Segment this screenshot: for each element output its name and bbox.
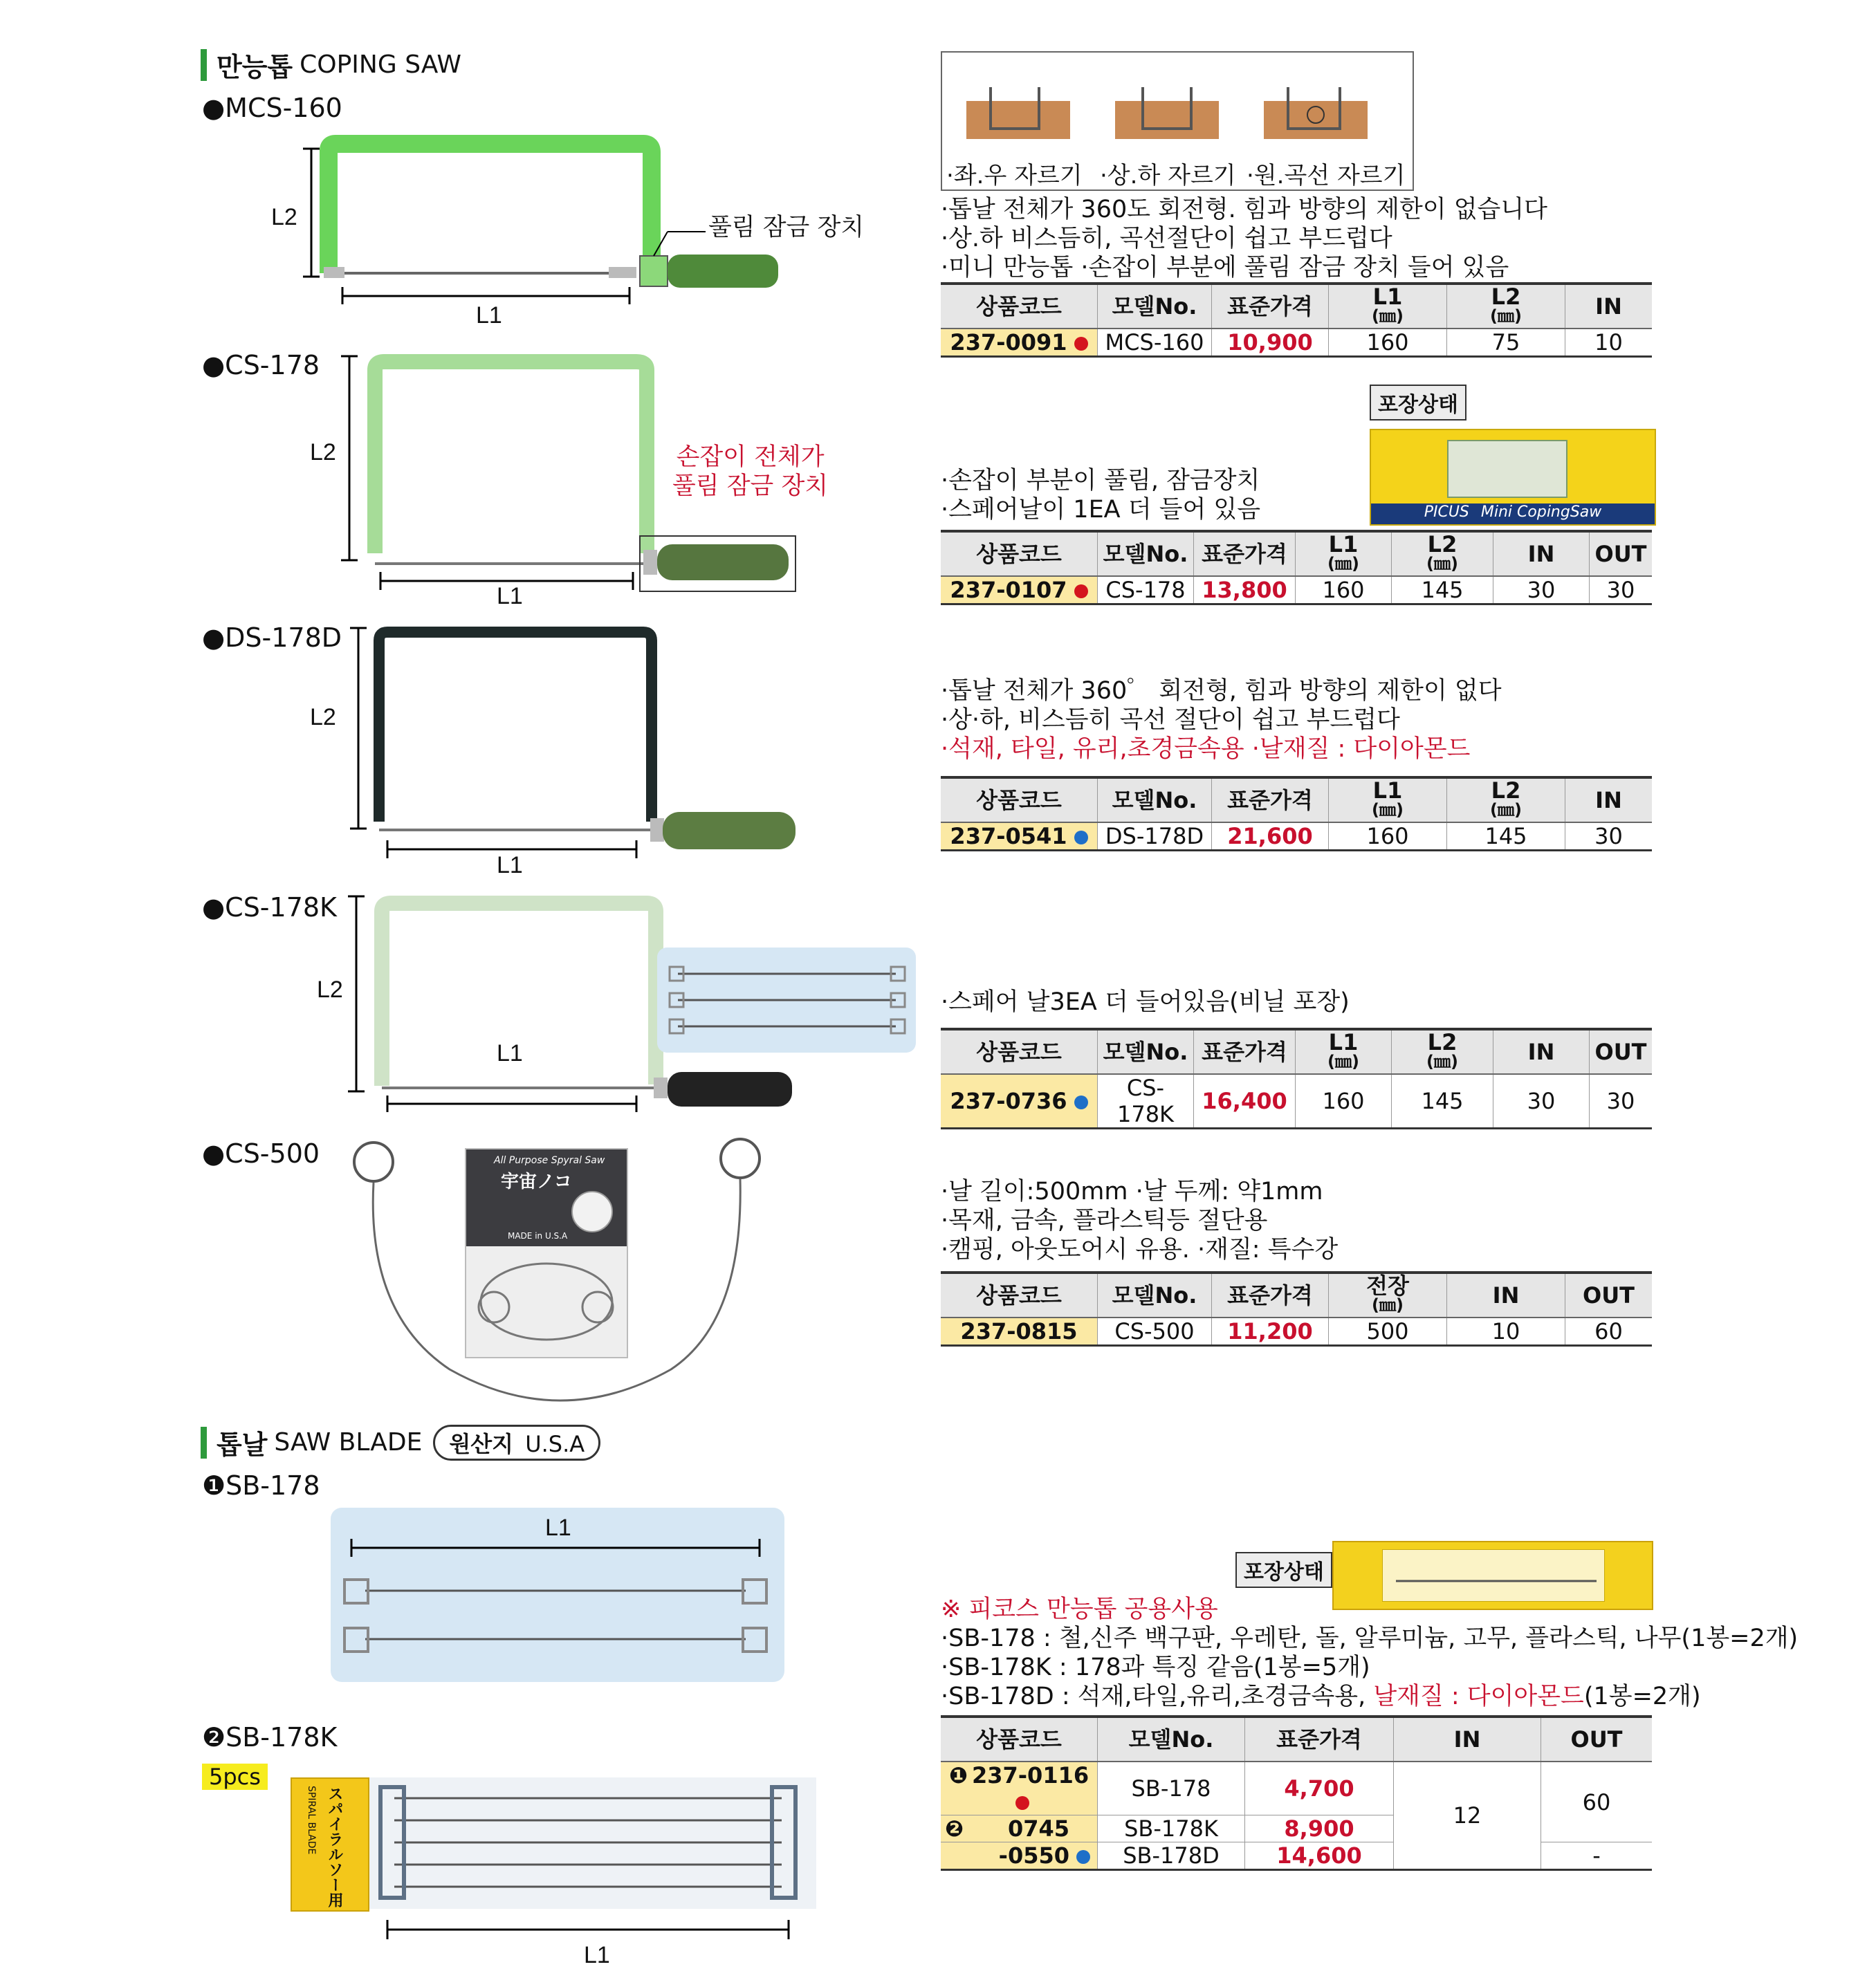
- blade-note-3-red: 날재질 : 다이아몬드: [1373, 1683, 1584, 1710]
- sb178k-dim-line: [387, 1916, 802, 1943]
- product-code: [941, 1762, 1098, 1815]
- cutting-diagram: [941, 51, 1414, 191]
- section-bar: [201, 49, 207, 81]
- cs500-package-title-jp: 宇宙ノコ: [501, 1172, 572, 1192]
- model-label-ds178d: ●DS-178D: [202, 622, 342, 653]
- header-l2: [1447, 777, 1565, 822]
- out-value: 60: [1565, 1318, 1653, 1346]
- price: 8,900: [1245, 1815, 1394, 1842]
- cs500-spec-table: [941, 1271, 1652, 1347]
- cs500-package-made: MADE in U.S.A: [508, 1231, 568, 1241]
- section-title-en: SAW BLADE: [274, 1428, 423, 1457]
- ds178d-dim-l2: L2: [310, 704, 336, 730]
- product-code-text: 237-0736: [950, 1088, 1067, 1114]
- product-code: [941, 329, 1098, 357]
- blade-note-2: ·SB-178K : 178과 특징 같음(1봉=5개): [941, 1654, 1370, 1681]
- table-row: [941, 1842, 1652, 1870]
- cs500-notes: [941, 1177, 1338, 1264]
- l1-value: 160: [1329, 822, 1447, 851]
- stock-dot: [1074, 584, 1088, 598]
- product-code-text: 237-0091: [950, 329, 1067, 355]
- cs178-spec-table: [941, 530, 1652, 605]
- ds178d-note-2: ·상·하, 비스듬히 곡선 절단이 쉽고 부드럽다: [941, 706, 1400, 734]
- cutting-caption-up-down: ·상.하 자르기: [1100, 162, 1236, 190]
- cs178-note-2: ·스페어날이 1EA 더 들어 있음: [941, 496, 1261, 524]
- product-code: [941, 822, 1098, 851]
- origin-label: 원산지: [449, 1430, 514, 1457]
- header-l2-label: L2: [1427, 531, 1457, 557]
- stock-dot: [1015, 1796, 1029, 1810]
- header-in: IN: [1447, 1273, 1565, 1318]
- header-l2-label: L2: [1491, 777, 1521, 804]
- cs500-coiled-wire: [466, 1246, 627, 1357]
- mcs160-note-3: ·미니 만능톱 ·손잡이 부분에 풀림 잠금 장치 들어 있음: [941, 254, 1509, 281]
- cs178k-note-1: ·스페어 날3EA 더 들어있음(비닐 포장): [941, 988, 1350, 1016]
- blade-note-3: [941, 1682, 1798, 1711]
- header-l1: [1329, 284, 1447, 329]
- out-value: 30: [1590, 576, 1653, 604]
- header-mm: (㎜): [1490, 306, 1522, 326]
- header-price: 표준가격: [1212, 1273, 1329, 1318]
- mcs160-dim-l2: L2: [271, 204, 297, 230]
- cs500-package-photo: [465, 1148, 628, 1358]
- section-title-coping-saw: [201, 46, 461, 84]
- header-model: 모델No.: [1098, 531, 1194, 576]
- section-title-saw-blade: [201, 1423, 600, 1461]
- length-value: 500: [1329, 1318, 1447, 1346]
- sb178k-dim-l1: L1: [584, 1942, 610, 1968]
- section-title-ko: 만능톱: [217, 52, 293, 82]
- header-model: 모델No.: [1098, 1273, 1212, 1318]
- price: 4,700: [1245, 1762, 1394, 1815]
- header-in: IN: [1493, 531, 1590, 576]
- header-l2-label: L2: [1427, 1029, 1457, 1055]
- model-no: SB-178D: [1098, 1842, 1245, 1870]
- model-no: MCS-160: [1098, 329, 1212, 357]
- l2-value: 75: [1447, 329, 1565, 357]
- header-price: 표준가격: [1212, 284, 1329, 329]
- header-price: 표준가격: [1245, 1717, 1394, 1762]
- product-code: [941, 1842, 1098, 1870]
- price: 16,400: [1194, 1074, 1296, 1129]
- origin-badge: [433, 1425, 600, 1461]
- header-l1: [1296, 531, 1392, 576]
- cs178-package-window: [1447, 440, 1567, 498]
- header-model: 모델No.: [1098, 777, 1212, 822]
- spare-blades-drawing: [657, 948, 916, 1053]
- product-code-text: 237-0116: [971, 1762, 1089, 1788]
- out-value: 60: [1541, 1762, 1653, 1842]
- header-l1: [1329, 777, 1447, 822]
- cs500-note-1: ·날 길이:500mm ·날 두께: 약1mm: [941, 1178, 1323, 1205]
- cs178-package-photo: [1370, 429, 1656, 526]
- table-row: [941, 1762, 1652, 1815]
- header-code: 상품코드: [941, 777, 1098, 822]
- ds178d-dim-l1: L1: [497, 852, 523, 878]
- ds178d-notes: [941, 676, 1502, 764]
- blade-red-note: ※ 피코스 만능톱 공용사용: [941, 1596, 1218, 1623]
- cs500-note-2: ·목재, 금속, 플라스틱등 절단용: [941, 1207, 1268, 1235]
- header-model: 모델No.: [1098, 284, 1212, 329]
- table-row: [941, 1318, 1652, 1346]
- blade-packaging-label: 포장상태: [1235, 1552, 1332, 1588]
- product-code: 237-0815: [941, 1318, 1098, 1346]
- price: 13,800: [1194, 576, 1296, 604]
- table-row: [941, 822, 1652, 851]
- header-price: 표준가격: [1194, 1029, 1296, 1074]
- sb178k-tag: 5pcs: [202, 1764, 268, 1790]
- cs500-note-3: ·캠핑, 아웃도어시 유용. ·재질: 특수강: [941, 1236, 1339, 1264]
- row-number: ❷: [945, 1815, 964, 1842]
- sb178k-package-photo: [291, 1777, 816, 1909]
- model-no: CS-178K: [1098, 1074, 1194, 1129]
- header-l1-label: L1: [1372, 284, 1403, 310]
- cs178k-notes: [941, 988, 1350, 1017]
- header-code: 상품코드: [941, 1717, 1098, 1762]
- mcs160-notes: [941, 195, 1547, 282]
- cs500-package-title-en: All Purpose Spyral Saw: [494, 1155, 605, 1166]
- ds178d-saw-illustration: [332, 621, 830, 870]
- mcs160-dim-l1: L1: [476, 302, 502, 329]
- blade-note-3-a: ·SB-178D : 석재,타일,유리,초경금속용,: [941, 1683, 1374, 1710]
- cs500-package-header: [466, 1149, 627, 1246]
- model-no: SB-178: [1098, 1762, 1245, 1815]
- header-l1-label: L1: [1328, 1029, 1359, 1055]
- in-value: 30: [1493, 576, 1590, 604]
- out-value: -: [1541, 1842, 1653, 1870]
- header-l2: [1447, 284, 1565, 329]
- l2-value: 145: [1392, 1074, 1493, 1129]
- mcs160-note-1: ·톱날 전체가 360도 회전형. 힘과 방향의 제한이 없습니다: [941, 196, 1547, 223]
- cs178k-dim-l2: L2: [317, 977, 343, 1003]
- sb178-dim-l1: L1: [545, 1515, 571, 1541]
- blade-notes: [941, 1595, 1798, 1711]
- header-mm: (㎜): [1372, 306, 1404, 326]
- product-code: [941, 1815, 1098, 1842]
- model-label-cs178: ●CS-178: [202, 350, 320, 380]
- section-title-en: COPING SAW: [300, 50, 461, 79]
- mcs160-note-2: ·상.하 비스듬히, 곡선절단이 쉽고 부드럽다: [941, 225, 1392, 252]
- product-code-text: 237-0107: [950, 577, 1067, 603]
- header-code: 상품코드: [941, 531, 1098, 576]
- blade-note-3-b: (1봉=2개): [1583, 1683, 1701, 1710]
- header-mm: (㎜): [1372, 1295, 1404, 1315]
- cutting-caption-left-right: ·좌.우 자르기: [946, 162, 1083, 190]
- model-label-cs178k: ●CS-178K: [202, 892, 337, 923]
- header-in: IN: [1394, 1717, 1541, 1762]
- header-model: 모델No.: [1098, 1029, 1194, 1074]
- mcs160-callout: 풀림 잠금 장치: [708, 214, 865, 241]
- section-bar: [201, 1427, 207, 1459]
- l1-value: 160: [1329, 329, 1447, 357]
- model-label-cs500: ●CS-500: [202, 1138, 320, 1169]
- header-l2-label: L2: [1491, 284, 1521, 310]
- header-in: IN: [1565, 777, 1653, 822]
- header-mm: (㎜): [1426, 554, 1458, 573]
- in-value: 10: [1565, 329, 1653, 357]
- row-number: ❶: [948, 1762, 968, 1788]
- model-label-sb178k: ❷SB-178K: [202, 1722, 338, 1753]
- table-row: [941, 329, 1652, 357]
- ds178d-note-1: ·톱날 전체가 360゜ 회전형, 힘과 방향의 제한이 없다: [941, 677, 1502, 705]
- price: 11,200: [1212, 1318, 1329, 1346]
- sb178k-blades-drawing: [367, 1777, 816, 1909]
- header-price: 표준가격: [1194, 531, 1296, 576]
- header-in: IN: [1493, 1029, 1590, 1074]
- cs178k-spec-table: [941, 1028, 1652, 1129]
- l1-value: 160: [1296, 1074, 1392, 1129]
- header-out: OUT: [1565, 1273, 1653, 1318]
- cs178-dim-l2: L2: [310, 439, 336, 465]
- product-code-text: -0550: [998, 1842, 1069, 1869]
- cs500-package-emblem: [571, 1191, 613, 1232]
- header-l2: [1392, 531, 1493, 576]
- sb178k-package-label: [291, 1777, 369, 1912]
- header-code: 상품코드: [941, 1273, 1098, 1318]
- header-length-label: 전장: [1366, 1273, 1409, 1299]
- price: 10,900: [1212, 329, 1329, 357]
- product-code: [941, 576, 1098, 604]
- stock-dot: [1074, 1096, 1088, 1109]
- model-no: SB-178K: [1098, 1815, 1245, 1842]
- mcs160-spec-table: [941, 282, 1652, 358]
- product-code-text: 237-0541: [950, 823, 1067, 849]
- l1-value: 160: [1296, 576, 1392, 604]
- cutting-caption-curve: ·원.곡선 자르기: [1247, 162, 1406, 190]
- header-mm: (㎜): [1327, 1052, 1359, 1071]
- header-mm: (㎜): [1426, 1052, 1458, 1071]
- ds178d-note-red: ·석재, 타일, 유리,초경금속용 ·날재질 : 다이아몬드: [941, 735, 1471, 763]
- table-row: [941, 1074, 1652, 1129]
- origin-value: U.S.A: [525, 1430, 585, 1457]
- price: 14,600: [1245, 1842, 1394, 1870]
- cutting-diagram-drawing: [942, 53, 1413, 156]
- price: 21,600: [1212, 822, 1329, 851]
- cs178-note-1: ·손잡이 부분이 풀림, 잠금장치: [941, 467, 1260, 494]
- in-value: 12: [1394, 1762, 1541, 1870]
- blade-note-1: ·SB-178 : 철,신주 백구판, 우레탄, 돌, 알루미늄, 고무, 플라스틱, 나무(1봉=2개): [941, 1625, 1799, 1652]
- table-row: [941, 576, 1652, 604]
- cs178-callout-line1: 손잡이 전체가: [676, 443, 825, 471]
- header-mm: (㎜): [1372, 800, 1404, 820]
- stock-dot: [1074, 337, 1088, 351]
- cs178-dim-l1: L1: [497, 583, 523, 609]
- cs178-notes: [941, 466, 1260, 524]
- header-l1-label: L1: [1328, 531, 1359, 557]
- in-value: 10: [1447, 1318, 1565, 1346]
- header-mm: (㎜): [1327, 554, 1359, 573]
- packaging-label: 포장상태: [1370, 385, 1466, 420]
- header-out: OUT: [1590, 531, 1653, 576]
- model-no: CS-500: [1098, 1318, 1212, 1346]
- cs178k-dim-l1: L1: [497, 1040, 523, 1066]
- model-no: CS-178: [1098, 576, 1194, 604]
- header-out: OUT: [1590, 1029, 1653, 1074]
- section-title-ko: 톱날: [217, 1430, 268, 1460]
- stock-dot: [1074, 831, 1088, 844]
- header-model: 모델No.: [1098, 1717, 1245, 1762]
- header-length: [1329, 1273, 1447, 1318]
- sb178k-package-en: SPIRAL BLADE: [306, 1786, 317, 1855]
- cs178-callout: [672, 443, 828, 501]
- cs178k-spare-blades-photo: [657, 948, 916, 1053]
- header-mm: (㎜): [1490, 800, 1522, 820]
- model-label-mcs160: ●MCS-160: [202, 93, 342, 123]
- blade-spec-table: [941, 1715, 1652, 1871]
- l2-value: 145: [1447, 822, 1565, 851]
- header-code: 상품코드: [941, 1029, 1098, 1074]
- l2-value: 145: [1392, 576, 1493, 604]
- in-value: 30: [1565, 822, 1653, 851]
- header-in: IN: [1565, 284, 1653, 329]
- product-code-text: 0745: [1007, 1815, 1069, 1842]
- cs178-package-brand: PICUS: [1424, 503, 1469, 521]
- product-code: [941, 1074, 1098, 1129]
- header-l1: [1296, 1029, 1392, 1074]
- header-out: OUT: [1541, 1717, 1653, 1762]
- model-label-sb178: ❶SB-178: [202, 1470, 320, 1501]
- model-no: DS-178D: [1098, 822, 1212, 851]
- stock-dot: [1076, 1850, 1090, 1864]
- header-price: 표준가격: [1212, 777, 1329, 822]
- header-code: 상품코드: [941, 284, 1098, 329]
- cs178-package-band: [1371, 503, 1655, 524]
- out-value: 30: [1590, 1074, 1653, 1129]
- ds178d-spec-table: [941, 776, 1652, 851]
- cs178-package-text: Mini CopingSaw: [1480, 503, 1602, 521]
- header-l1-label: L1: [1372, 777, 1403, 804]
- sb178k-package-jp: スパイラルソー用: [326, 1786, 343, 1907]
- in-value: 30: [1493, 1074, 1590, 1129]
- header-l2: [1392, 1029, 1493, 1074]
- sb178-blade-photo: [331, 1508, 784, 1682]
- cs178-callout-line2: 풀림 잠금 장치: [672, 472, 829, 500]
